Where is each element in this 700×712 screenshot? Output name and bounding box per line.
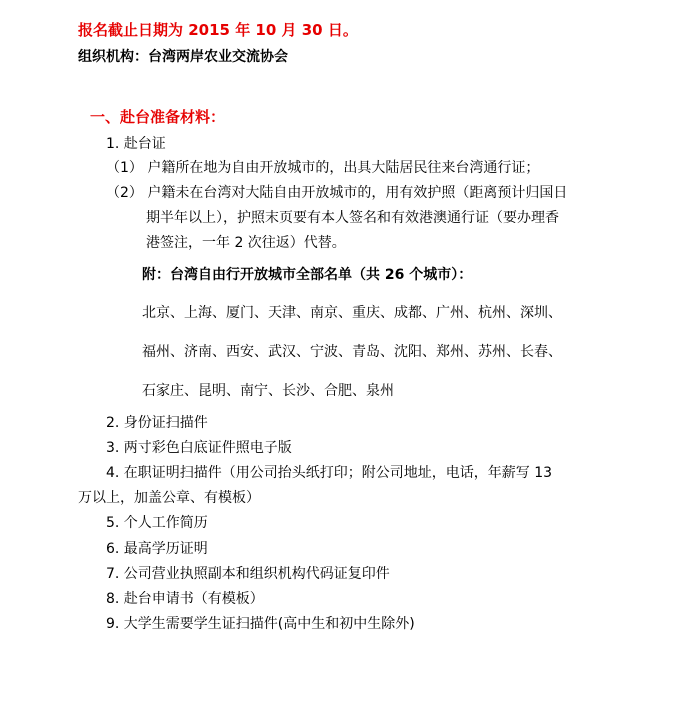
sub-item-2-line3: 港签注，一年 2 次往返）代替。	[146, 235, 346, 251]
list-item-7: 7. 公司营业执照副本和组织机构代码证复印件	[106, 566, 390, 582]
list-item-5: 5. 个人工作简历	[106, 515, 208, 531]
list-item-3: 3. 两寸彩色白底证件照电子版	[106, 440, 292, 456]
city-list-line1: 北京、上海、厦门、天津、南京、重庆、成都、广州、杭州、深圳、	[142, 305, 562, 321]
organizer-line: 组织机构：台湾两岸农业交流协会	[78, 49, 288, 65]
list-item-4-line1: 4. 在职证明扫描件（用公司抬头纸打印；附公司地址，电话，年薪写 13	[106, 465, 553, 481]
sub-item-1: （1） 户籍所在地为自由开放城市的，出具大陆居民往来台湾通行证；	[106, 160, 540, 176]
list-item-1: 1. 赴台证	[106, 136, 166, 152]
list-item-2: 2. 身份证扫描件	[106, 415, 208, 431]
list-item-9: 9. 大学生需要学生证扫描件(高中生和初中生除外)	[106, 616, 415, 632]
annex-title: 附：台湾自由行开放城市全部名单（共 26 个城市）：	[142, 267, 473, 283]
list-item-8: 8. 赴台申请书（有模板）	[106, 591, 264, 607]
sub-item-2-line2: 期半年以上），护照末页要有本人签名和有效港澳通行证（要办理香	[146, 210, 559, 226]
section-heading-materials: 一、赴台准备材料：	[90, 108, 226, 126]
list-item-6: 6. 最高学历证明	[106, 541, 208, 557]
sub-item-2-line1: （2） 户籍未在台湾对大陆自由开放城市的，用有效护照（距离预计归国日	[106, 185, 568, 201]
city-list-line3: 石家庄、昆明、南宁、长沙、合肥、泉州	[142, 383, 394, 399]
list-item-4-line2: 万以上，加盖公章、有模板）	[78, 490, 260, 506]
deadline-notice: 报名截止日期为 2015 年 10 月 30 日。	[78, 21, 358, 39]
city-list-line2: 福州、济南、西安、武汉、宁波、青岛、沈阳、郑州、苏州、长春、	[142, 344, 562, 360]
